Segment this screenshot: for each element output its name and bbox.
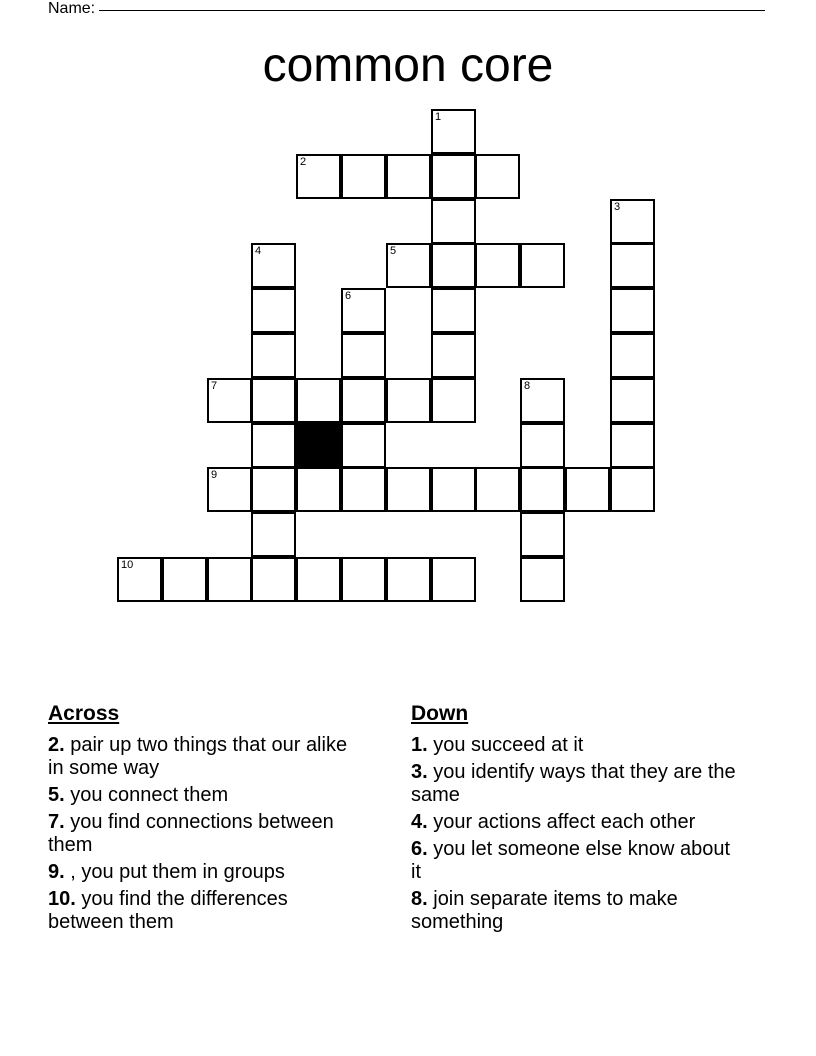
grid-cell[interactable] [610, 288, 655, 333]
grid-cell[interactable] [386, 243, 431, 288]
grid-cell[interactable] [251, 378, 296, 423]
grid-cell[interactable] [207, 557, 252, 602]
grid-cell[interactable] [431, 333, 476, 378]
grid-cell[interactable] [520, 243, 565, 288]
clue-number: 2 [300, 156, 307, 168]
grid-cell[interactable] [431, 467, 476, 512]
grid-cell[interactable] [341, 154, 386, 199]
across-clue: 9. , you put them in groups [48, 861, 285, 883]
grid-cell[interactable] [520, 378, 565, 423]
grid-cell[interactable] [251, 288, 296, 333]
grid-cell[interactable] [431, 199, 476, 244]
clue-number: 10 [121, 559, 134, 571]
grid-cell[interactable] [386, 378, 431, 423]
puzzle-title: common core [262, 39, 554, 92]
grid-cell[interactable] [341, 423, 386, 468]
grid-cell[interactable] [610, 333, 655, 378]
grid-cell[interactable] [117, 557, 162, 602]
grid-cell[interactable] [207, 467, 252, 512]
down-clue: 8. join separate items to make something [411, 888, 678, 933]
clue-number: 3 [614, 201, 621, 213]
across-clue: 5. you connect them [48, 784, 229, 806]
grid-cell[interactable] [520, 557, 565, 602]
grid-cell[interactable] [475, 243, 520, 288]
grid-cell[interactable] [475, 154, 520, 199]
grid-cell[interactable] [431, 557, 476, 602]
across-clue: 10. you find the differences between them [48, 888, 288, 933]
grid-cell[interactable] [296, 467, 341, 512]
clue-number: 8 [524, 380, 531, 392]
clue-number: 6 [345, 290, 352, 302]
grid-cell[interactable] [520, 467, 565, 512]
grid-cell[interactable] [296, 154, 341, 199]
grid-cell[interactable] [341, 288, 386, 333]
clue-number: 9 [211, 469, 218, 481]
grid-cell[interactable] [431, 288, 476, 333]
grid-cell[interactable] [341, 467, 386, 512]
name-label: Name: [48, 0, 96, 17]
clue-number: 4 [255, 245, 262, 257]
across-clue: 7. you find connections between them [48, 811, 334, 856]
grid-cell[interactable] [610, 467, 655, 512]
clue-number: 5 [390, 245, 397, 257]
grid-cell[interactable] [386, 154, 431, 199]
grid-cell[interactable] [251, 557, 296, 602]
grid-cell[interactable] [251, 423, 296, 468]
grid-cell[interactable] [431, 109, 476, 154]
grid-cell[interactable] [251, 512, 296, 557]
grid-cell[interactable] [520, 423, 565, 468]
clue-number: 7 [211, 380, 218, 392]
down-clue: 1. you succeed at it [411, 734, 584, 756]
grid-cell[interactable] [386, 467, 431, 512]
grid-cell[interactable] [475, 467, 520, 512]
grid-cell[interactable] [341, 378, 386, 423]
grid-cell[interactable] [296, 378, 341, 423]
grid-cell[interactable] [565, 467, 610, 512]
grid-cell[interactable] [431, 154, 476, 199]
grid-cell[interactable] [341, 557, 386, 602]
grid-cell[interactable] [386, 557, 431, 602]
black-square [296, 423, 341, 468]
across-clue: 2. pair up two things that our alike in some way [48, 734, 348, 779]
grid-cell[interactable] [431, 243, 476, 288]
grid-cell[interactable] [341, 333, 386, 378]
down-clue: 6. you let someone else know about it [411, 838, 731, 883]
grid-cell[interactable] [207, 378, 252, 423]
grid-cell[interactable] [610, 243, 655, 288]
grid-cell[interactable] [610, 378, 655, 423]
grid-cell[interactable] [296, 557, 341, 602]
grid-cell[interactable] [251, 243, 296, 288]
down-clue: 4. your actions affect each other [411, 811, 696, 833]
down-heading: Down [411, 702, 469, 725]
grid-cell[interactable] [520, 512, 565, 557]
grid-cell[interactable] [610, 199, 655, 244]
grid-cell[interactable] [251, 467, 296, 512]
grid-cell[interactable] [431, 378, 476, 423]
grid-cell[interactable] [162, 557, 207, 602]
clue-number: 1 [435, 111, 442, 123]
down-clue: 3. you identify ways that they are the same [411, 761, 736, 806]
across-heading: Across [48, 702, 120, 725]
grid-cell[interactable] [610, 423, 655, 468]
grid-cell[interactable] [251, 333, 296, 378]
across-clues [48, 702, 368, 938]
down-clues [411, 702, 741, 938]
